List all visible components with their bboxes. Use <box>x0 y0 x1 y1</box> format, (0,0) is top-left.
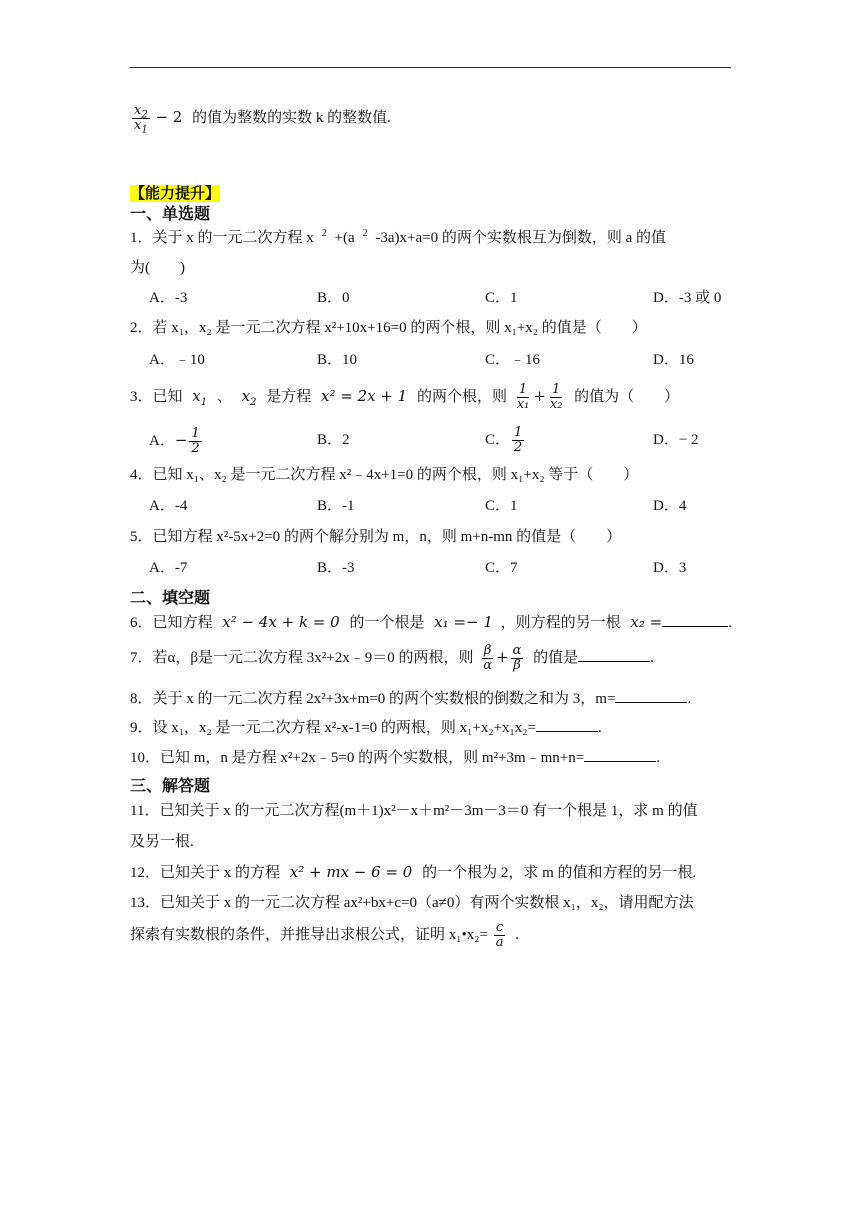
q4-option-d: D．4 <box>653 498 687 514</box>
q1-option-d: D．-3 或 0 <box>653 290 722 306</box>
q1-option-b: B．0 <box>317 290 350 306</box>
q6-answer-blank[interactable] <box>662 612 728 627</box>
q7-answer-blank[interactable] <box>578 647 650 662</box>
header-rule <box>130 67 731 68</box>
q2-option-a: A．﹣10 <box>149 352 205 368</box>
question-11: 11．已知关于 x 的一元二次方程(m＋1)x²－x＋m²－3m－3＝0 有一个根是 1，求 m 的值 <box>130 803 698 819</box>
question-4: 4．已知 x₁、x₂ 是一元二次方程 x²﹣4x+1=0 的两个根，则 x₁+x₂ 等于（ ） <box>130 467 639 483</box>
top-tail-text: 的值为整数的实数 k 的整数值. <box>192 110 391 126</box>
q5-option-d: D．3 <box>653 560 687 576</box>
question-13: 13．已知关于 x 的一元二次方程 ax²+bx+c=0（a≠0）有两个实数根 x₁，x₂，请用配方法 <box>130 895 694 911</box>
question-3: 3．已知 $x_1$ 、 $x_2$ 是方程 x² = 2x + 1 的两个根，则 $\frac{1}{\text{x₁}}$ + $\frac{1}{\text{x₂}}$ 的值为（ ） <box>130 382 680 413</box>
top-fragment <box>130 100 391 135</box>
q5-option-a: A．-7 <box>149 560 188 576</box>
q9-answer-blank[interactable] <box>536 717 598 732</box>
minus-two: − 2 <box>155 108 183 126</box>
question-10: 10．已知 m，n 是方程 x²+2x﹣5=0 的两个实数根，则 m²+3m﹣mn+n= . <box>130 747 660 768</box>
question-11-line2: 及另一根. <box>130 834 194 850</box>
question-13-line2: 探索有实数根的条件，并推导出求根公式，证明 x₁•x₂= $\frac{c}{a}$ . <box>130 920 519 951</box>
question-1-line2: 为( ) <box>130 260 185 276</box>
section-tag: 【能力提升】 <box>130 185 221 202</box>
question-7: 7．若α，β是一元二次方程 3x²+2x﹣9＝0 的两根，则 $\frac{\beta}{\alpha}$ + $\frac{\alpha}{\beta}$ 的值是 . <box>130 643 654 674</box>
section-single-choice: 一、单选题 <box>130 206 211 223</box>
q3-option-c: C． $\frac{1}{2}$ <box>485 425 523 456</box>
section-solve: 三、解答题 <box>130 778 211 795</box>
q5-option-c: C．7 <box>485 560 518 576</box>
q8-answer-blank[interactable] <box>615 688 687 703</box>
q4-option-c: C．1 <box>485 498 518 514</box>
question-5: 5．已知方程 x²-5x+2=0 的两个解分别为 m，n，则 m+n-mn 的值是（ ） <box>130 529 622 545</box>
q4-option-a: A．-4 <box>149 498 188 514</box>
q3-option-d: D．− 2 <box>653 432 699 448</box>
q2-option-b: B．10 <box>317 352 358 368</box>
q5-option-b: B．-3 <box>317 560 355 576</box>
fraction-x2-over-x1: $\frac{x_2}{x_1}$ <box>134 103 148 136</box>
q2-option-d: D．16 <box>653 352 694 368</box>
section-fill-in: 二、填空题 <box>130 590 211 607</box>
q2-option-c: C．﹣16 <box>485 352 541 368</box>
q1-option-a: A．-3 <box>149 290 188 306</box>
q10-answer-blank[interactable] <box>584 747 656 762</box>
question-12: 12．已知关于 x 的方程 x² + mx − 6 = 0 的一个根为 2，求 m 的值和方程的另一根. <box>130 863 697 881</box>
question-9: 9．设 x₁，x₂ 是一元二次方程 x²-x-1=0 的两根，则 x₁+x₂+x₁x₂= . <box>130 717 602 738</box>
question-2: 2．若 x₁，x₂ 是一元二次方程 x²+10x+16=0 的两个根，则 x₁+x₂ 的值是（ ） <box>130 320 647 336</box>
q3-option-b: B．2 <box>317 432 350 448</box>
question-1: 1．关于 x 的一元二次方程 x $^2$ +(a $^2$ -3a)x+a=0 的两个实数根互为倒数，则 a 的值 <box>130 228 667 246</box>
q1-option-c: C．1 <box>485 290 518 306</box>
q3-option-a: A．− $\frac{1}{2}$ <box>149 426 200 457</box>
question-8: 8．关于 x 的一元二次方程 2x²+3x+m=0 的两个实数根的倒数之和为 3，m= . <box>130 688 691 709</box>
q4-option-b: B．-1 <box>317 498 355 514</box>
question-6: 6．已知方程 x² − 4x + k = 0 的一个根是 x₁ =− 1 ，则方程的另一根 x₂ = . <box>130 613 732 631</box>
